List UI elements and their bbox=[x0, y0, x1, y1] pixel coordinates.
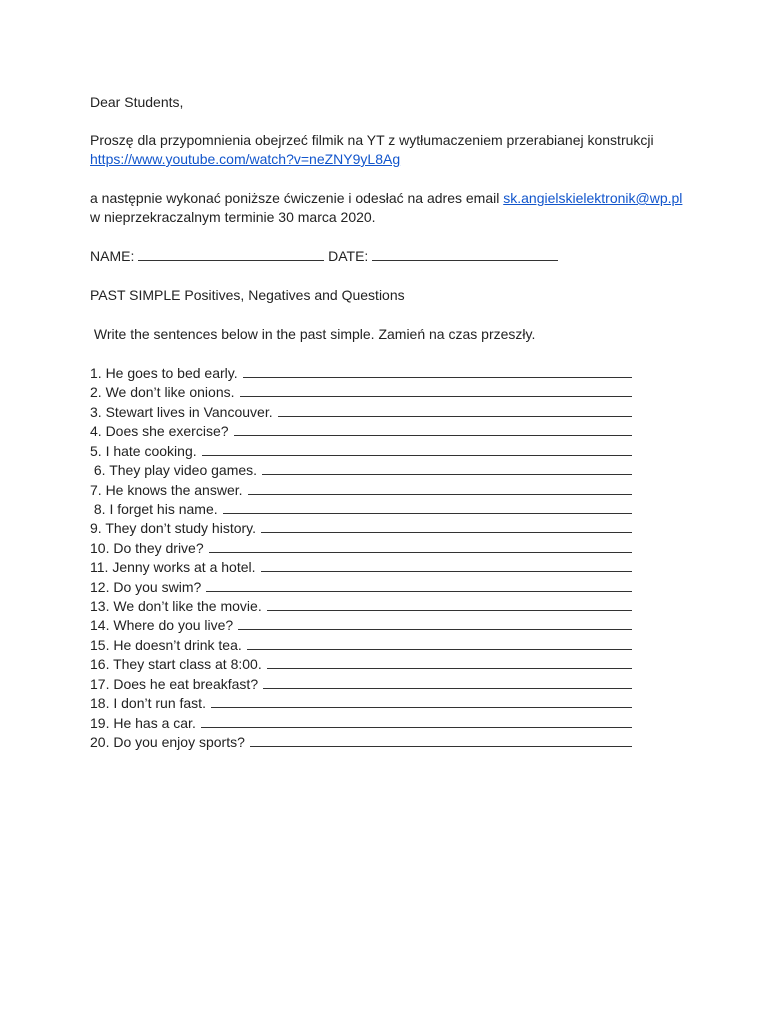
exercise-sentence: 17. Does he eat breakfast? bbox=[90, 675, 259, 692]
exercise-sentence: 2. We don’t like onions. bbox=[90, 384, 235, 401]
video-link[interactable]: https://www.youtube.com/watch?v=neZNY9yL8Ag bbox=[90, 151, 401, 167]
answer-line[interactable] bbox=[209, 539, 632, 553]
name-label: NAME: bbox=[90, 248, 135, 264]
exercise-item bbox=[90, 519, 632, 538]
answer-line[interactable] bbox=[250, 733, 632, 747]
answer-line[interactable] bbox=[262, 461, 632, 475]
deadline-text: w nieprzekraczalnym terminie 30 marca 2020. bbox=[90, 209, 376, 225]
exercise-sentence: 16. They start class at 8:00. bbox=[90, 656, 262, 673]
exercise-sentence: 13. We don’t like the movie. bbox=[90, 598, 262, 615]
exercise-sentence: 8. I forget his name. bbox=[90, 500, 218, 517]
exercise-item bbox=[90, 597, 632, 616]
answer-line[interactable] bbox=[206, 578, 632, 592]
exercise-item bbox=[90, 539, 632, 558]
answer-line[interactable] bbox=[261, 558, 633, 572]
answer-line[interactable] bbox=[238, 616, 632, 630]
answer-line[interactable] bbox=[261, 519, 632, 533]
answer-line[interactable] bbox=[211, 694, 632, 708]
exercise-sentence: 19. He has a car. bbox=[90, 714, 196, 731]
exercise-item bbox=[90, 383, 632, 402]
exercise-sentence: 9. They don’t study history. bbox=[90, 520, 257, 537]
exercise-sentence: 5. I hate cooking. bbox=[90, 442, 197, 459]
email-link[interactable]: sk.angielskielektronik@wp.pl bbox=[503, 190, 683, 206]
answer-line[interactable] bbox=[278, 403, 632, 417]
exercise-item bbox=[90, 364, 632, 383]
exercise-item bbox=[90, 655, 632, 674]
answer-line[interactable] bbox=[223, 500, 632, 514]
exercise-item bbox=[90, 442, 632, 461]
exercise-item bbox=[90, 461, 632, 480]
instruction-text bbox=[90, 189, 682, 208]
exercise-sentence: 4. Does she exercise? bbox=[90, 423, 229, 440]
exercise-item bbox=[90, 578, 632, 597]
answer-line[interactable] bbox=[201, 714, 632, 728]
answer-line[interactable] bbox=[240, 383, 633, 397]
answer-line[interactable] bbox=[234, 422, 632, 436]
answer-line[interactable] bbox=[263, 675, 632, 689]
exercise-item bbox=[90, 714, 632, 733]
exercise-item bbox=[90, 733, 632, 752]
exercise-sentence: 20. Do you enjoy sports? bbox=[90, 733, 245, 750]
exercise-sentence: 15. He doesn’t drink tea. bbox=[90, 636, 242, 653]
exercise-item bbox=[90, 403, 632, 422]
exercise-item bbox=[90, 694, 632, 713]
answer-line[interactable] bbox=[248, 481, 632, 495]
answer-line[interactable] bbox=[267, 655, 632, 669]
answer-line[interactable] bbox=[267, 597, 632, 611]
exercise-sentence: 7. He knows the answer. bbox=[90, 481, 243, 498]
greeting: Dear Students, bbox=[90, 94, 184, 110]
exercise-item bbox=[90, 558, 632, 577]
exercise-item bbox=[90, 675, 632, 694]
exercise-sentence: 14. Where do you live? bbox=[90, 617, 234, 634]
video-link-row bbox=[90, 150, 400, 169]
exercise-sentence: 6. They play video games. bbox=[90, 462, 258, 479]
task-instruction: Write the sentences below in the past simple. Zamień na czas przeszły. bbox=[90, 326, 536, 342]
date-label: DATE: bbox=[328, 248, 369, 264]
answer-line[interactable] bbox=[247, 636, 632, 650]
exercise-item bbox=[90, 481, 632, 500]
section-title: PAST SIMPLE Positives, Negatives and Questions bbox=[90, 287, 405, 303]
answer-line[interactable] bbox=[243, 364, 632, 378]
date-field[interactable] bbox=[372, 247, 558, 261]
instruction-prefix: a następnie wykonać poniższe ćwiczenie i odesłać na adres email bbox=[90, 190, 504, 206]
exercise-item bbox=[90, 422, 632, 441]
exercise-sentence: 3. Stewart lives in Vancouver. bbox=[90, 403, 273, 420]
exercise-item bbox=[90, 500, 632, 519]
answer-line[interactable] bbox=[202, 442, 632, 456]
intro-text: Proszę dla przypomnienia obejrzeć filmik na YT z wytłumaczeniem przerabianej konstrukcji bbox=[90, 132, 654, 148]
name-field[interactable] bbox=[138, 247, 324, 261]
exercise-sentence: 11. Jenny works at a hotel. bbox=[90, 559, 256, 576]
exercise-item bbox=[90, 616, 632, 635]
exercise-sentence: 10. Do they drive? bbox=[90, 539, 204, 556]
exercise-item bbox=[90, 636, 632, 655]
exercise-sentence: 12. Do you swim? bbox=[90, 578, 202, 595]
exercise-sentence: 1. He goes to bed early. bbox=[90, 365, 238, 381]
name-date-row bbox=[90, 247, 558, 266]
exercise-sentence: 18. I don’t run fast. bbox=[90, 695, 206, 712]
